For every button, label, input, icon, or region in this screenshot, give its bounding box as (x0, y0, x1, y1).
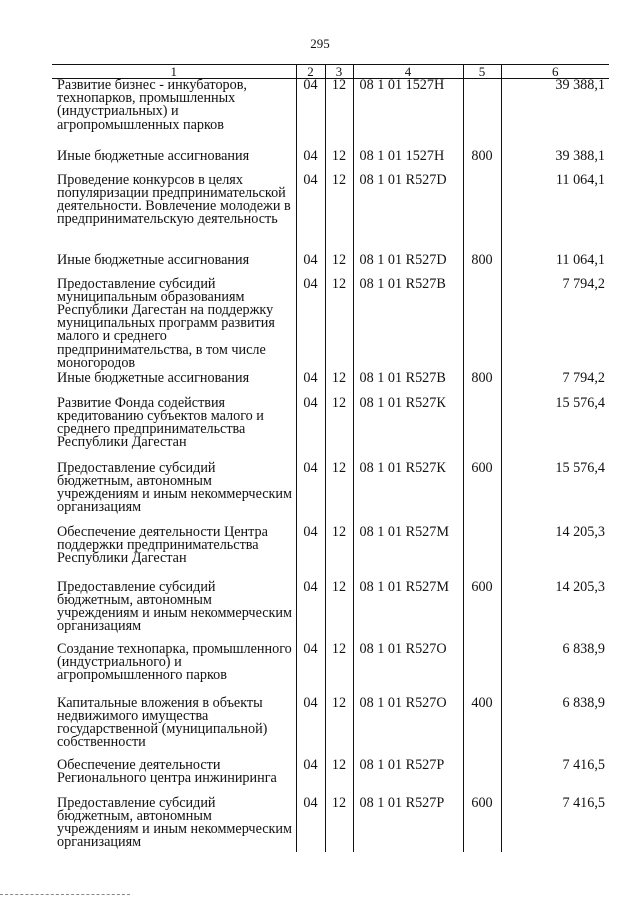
row-subsection: 12 (325, 697, 353, 759)
row-target-code: 08 1 01 R527О (353, 697, 463, 759)
row-subsection: 12 (325, 372, 353, 397)
table-row (52, 174, 609, 254)
table-row (52, 797, 609, 852)
row-name: Капитальные вложения в объекты недвижимого имущества государственной (муниципальной) собственности (57, 694, 268, 751)
row-amount: 7 416,5 (501, 759, 609, 797)
column-header-4: 4 (353, 65, 463, 79)
row-expense-type (463, 174, 501, 254)
row-section: 04 (296, 278, 325, 372)
row-name: Предоставление субсидий бюджетным, автономным учреждениям и иным некоммерческим организациям (57, 794, 292, 851)
row-name: Обеспечение деятельности Центра поддержки предпринимательства Республики Дагестан (57, 523, 268, 566)
row-subsection: 12 (325, 797, 353, 852)
row-subsection: 12 (325, 581, 353, 643)
row-expense-type: 800 (463, 150, 501, 174)
row-expense-type: 600 (463, 797, 501, 852)
row-subsection: 12 (325, 397, 353, 462)
row-name: Создание технопарка, промышленного (индустриального) и агропромышленного парков (57, 640, 292, 683)
row-target-code: 08 1 01 R527К (353, 397, 463, 462)
row-target-code: 08 1 01 1527Н (353, 79, 463, 150)
row-subsection: 12 (325, 462, 353, 526)
row-expense-type (463, 397, 501, 462)
row-amount: 6 838,9 (501, 697, 609, 759)
page-number: 295 (310, 36, 330, 51)
table-row (52, 697, 609, 759)
row-name: Предоставление субсидий бюджетным, автономным учреждениям и иным некоммерческим организациям (57, 578, 292, 635)
row-amount: 11 064,1 (501, 254, 609, 278)
row-subsection: 12 (325, 643, 353, 697)
row-amount: 6 838,9 (501, 643, 609, 697)
table-row (52, 254, 609, 278)
row-target-code: 08 1 01 R527К (353, 462, 463, 526)
row-name: Предоставление субсидий бюджетным, автономным учреждениям и иным некоммерческим организациям (57, 459, 292, 516)
row-section: 04 (296, 397, 325, 462)
table-row (52, 462, 609, 526)
row-amount: 15 576,4 (501, 397, 609, 462)
row-name: Иные бюджетные ассигнования (57, 147, 250, 164)
table-row (52, 526, 609, 581)
row-section: 04 (296, 697, 325, 759)
row-name: Развитие Фонда содействия кредитованию субъектов малого и среднего предпринимательства Республики Дагестан (57, 394, 264, 451)
row-section: 04 (296, 174, 325, 254)
row-expense-type: 400 (463, 697, 501, 759)
row-amount: 39 388,1 (501, 150, 609, 174)
row-subsection: 12 (325, 759, 353, 797)
row-amount: 7 416,5 (501, 797, 609, 852)
row-subsection: 12 (325, 254, 353, 278)
row-target-code: 08 1 01 R527В (353, 278, 463, 372)
row-expense-type (463, 643, 501, 697)
footer-rule (0, 894, 130, 895)
row-section: 04 (296, 526, 325, 581)
column-header-1: 1 (52, 65, 296, 79)
row-expense-type: 800 (463, 372, 501, 397)
budget-table (52, 64, 609, 852)
table-row (52, 79, 609, 150)
row-expense-type (463, 79, 501, 150)
row-amount: 14 205,3 (501, 526, 609, 581)
row-amount: 14 205,3 (501, 581, 609, 643)
row-amount: 15 576,4 (501, 462, 609, 526)
table-row (52, 397, 609, 462)
table-row (52, 581, 609, 643)
row-target-code: 08 1 01 R527В (353, 372, 463, 397)
row-expense-type (463, 526, 501, 581)
row-name: Развитие бизнес - инкубаторов, технопарков, промышленных (индустриальных) и агропромышленных парков (57, 77, 247, 133)
row-target-code: 08 1 01 R527Р (353, 797, 463, 852)
row-section: 04 (296, 797, 325, 852)
row-section: 04 (296, 759, 325, 797)
row-target-code: 08 1 01 R527М (353, 581, 463, 643)
row-expense-type: 600 (463, 581, 501, 643)
row-name: Проведение конкурсов в целях популяризации предпринимательской деятельности. Вовлечение молодежи в предпринимательскую деятельность (57, 171, 291, 228)
row-amount: 7 794,2 (501, 278, 609, 372)
row-subsection: 12 (325, 150, 353, 174)
row-name: Иные бюджетные ассигнования (57, 251, 250, 268)
row-target-code: 08 1 01 R527D (353, 254, 463, 278)
column-header-5: 5 (463, 65, 501, 79)
row-subsection: 12 (325, 79, 353, 150)
row-section: 04 (296, 372, 325, 397)
table-row (52, 150, 609, 174)
row-amount: 7 794,2 (501, 372, 609, 397)
column-header-2: 2 (296, 65, 325, 79)
row-section: 04 (296, 79, 325, 150)
row-name: Предоставление субсидий муниципальным образованиям Республики Дагестан на поддержку муниципальных программ развития малого и среднего предпринимательства, в том числе моногородов (57, 275, 275, 371)
table-row (52, 643, 609, 697)
row-subsection: 12 (325, 278, 353, 372)
row-expense-type (463, 278, 501, 372)
row-name: Обеспечение деятельности Регионального центра инжиниринга (57, 756, 277, 786)
row-name: Иные бюджетные ассигнования (57, 369, 250, 386)
row-amount: 11 064,1 (501, 174, 609, 254)
row-subsection: 12 (325, 526, 353, 581)
row-expense-type: 800 (463, 254, 501, 278)
row-section: 04 (296, 462, 325, 526)
table-row (52, 372, 609, 397)
row-expense-type: 600 (463, 462, 501, 526)
row-section: 04 (296, 581, 325, 643)
row-amount: 39 388,1 (501, 79, 609, 150)
row-target-code: 08 1 01 R527D (353, 174, 463, 254)
row-section: 04 (296, 643, 325, 697)
row-section: 04 (296, 150, 325, 174)
row-section: 04 (296, 254, 325, 278)
row-target-code: 08 1 01 1527Н (353, 150, 463, 174)
table-row (52, 278, 609, 372)
row-target-code: 08 1 01 R527О (353, 643, 463, 697)
column-header-6: 6 (501, 65, 609, 79)
row-target-code: 08 1 01 R527М (353, 526, 463, 581)
table-body (52, 79, 609, 852)
row-expense-type (463, 759, 501, 797)
row-target-code: 08 1 01 R527Р (353, 759, 463, 797)
row-subsection: 12 (325, 174, 353, 254)
table-row (52, 759, 609, 797)
column-header-3: 3 (325, 65, 353, 79)
